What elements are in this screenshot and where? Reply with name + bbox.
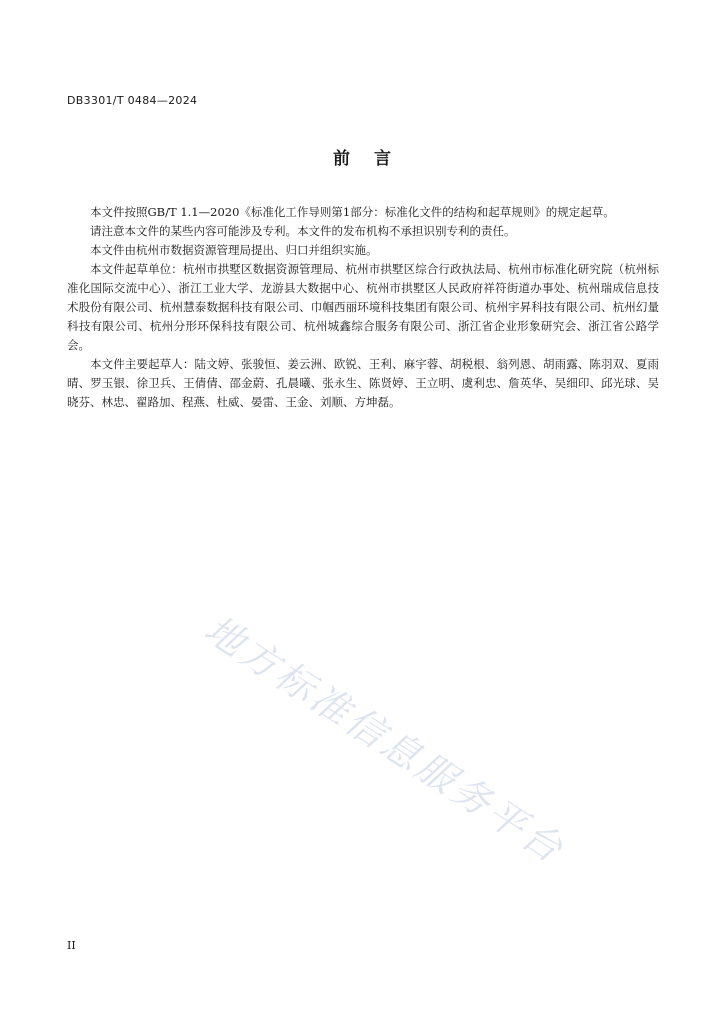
- paragraph-proposer: 本文件由杭州市数据资源管理局提出、归口并组织实施。: [90, 243, 378, 257]
- paragraph-drafting-rules: 本文件按照GB/T 1.1—2020《标准化工作导则第1部分：标准化文件的结构和起草规则》的规定起草。: [90, 205, 615, 219]
- paragraph-drafters: 本文件主要起草人：陆文婷、张骏恒、姜云洲、欧锐、王利、麻宇蓉、胡税根、翁列恩、胡雨露、陈羽双、夏雨晴、罗玉银、徐卫兵、王倩倩、邵金蔚、孔晨曦、张永生、陈贤婷、王立明、虞利忠、詹英华、吴细印、邱光球、吴晓芬、林忠、翟路加、程燕、杜威、晏雷、王金、刘顺、方坤磊。: [67, 357, 659, 409]
- document-code: DB3301/T 0484—2024: [67, 94, 198, 107]
- paragraph-patent-notice: 请注意本文件的某些内容可能涉及专利。本文件的发布机构不承担识别专利的责任。: [90, 224, 516, 238]
- page-title: 前言: [333, 149, 415, 169]
- watermark: 地方标准信息服务平台: [196, 606, 574, 873]
- page-number: II: [67, 939, 76, 952]
- paragraph-drafting-units: 本文件起草单位：杭州市拱墅区数据资源管理局、杭州市拱墅区综合行政执法局、杭州市标准化研究院（杭州标准化国际交流中心）、浙江工业大学、龙游县大数据中心、杭州市拱墅区人民政府祥符街道办事处、杭州瑞成信息技术股份有限公司、杭州慧泰数据科技有限公司、巾帼西丽环境科技集团有限公司、杭州宇昇科技有限公司、杭州幻量科技有限公司、杭州分形环保科技有限公司、杭州城鑫综合服务有限公司、浙江省企业形象研究会、浙江省公路学会。: [67, 262, 659, 352]
- foreword-body: [67, 203, 659, 412]
